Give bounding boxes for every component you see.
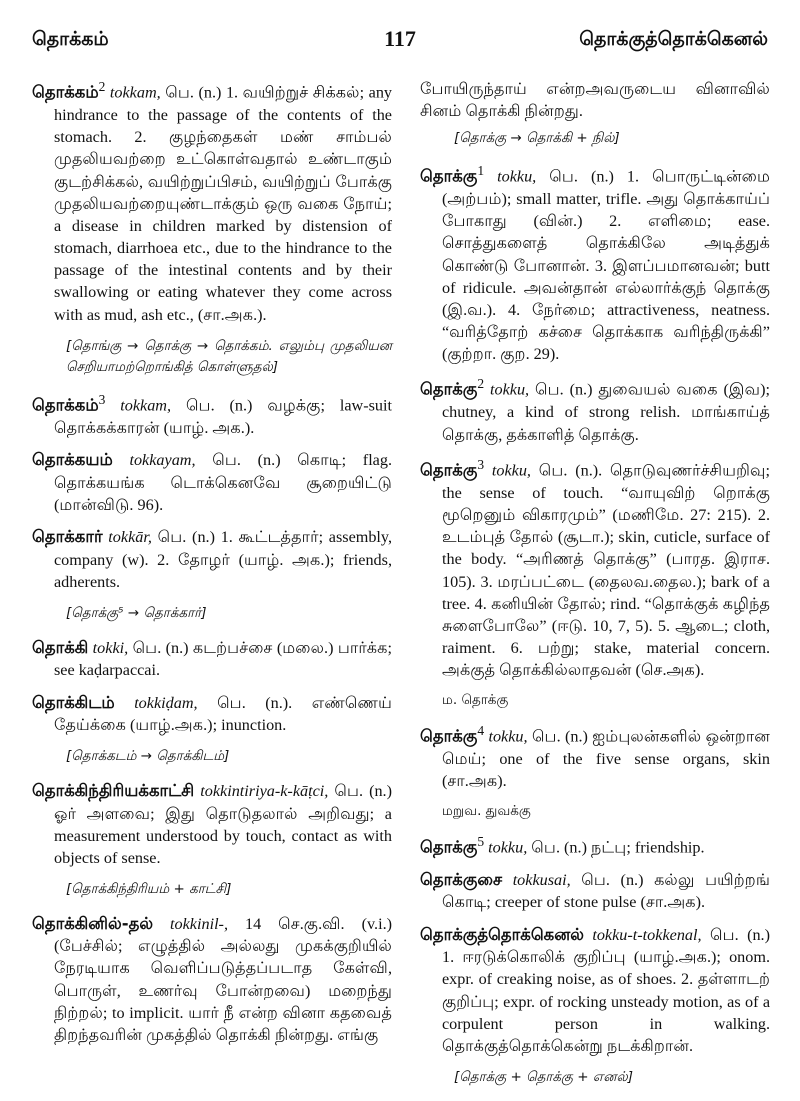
entry-transliteration: tokkam, — [109, 83, 161, 102]
left-column — [32, 78, 392, 1056]
entry-transliteration: tokku, — [491, 461, 531, 480]
entry-transliteration: tokkayam, — [129, 451, 196, 470]
dictionary-entry — [420, 456, 770, 682]
entry-headword: தொக்கயம் — [32, 450, 113, 470]
dictionary-entry — [32, 526, 392, 593]
entry-transliteration: tokkiḍam, — [134, 693, 198, 712]
entry-headword: தொக்குசை — [420, 869, 503, 889]
dictionary-entry — [420, 833, 770, 859]
dictionary-entry — [32, 391, 392, 439]
entry-definition: பெ. (n.). எண்ணெய் தேய்க்கை (யாழ்.அக.); inunction. — [54, 693, 392, 735]
entry-headword: தொக்கினில்-தல் — [32, 913, 154, 933]
entry-definition: 14 செ.கு.வி. (v.i.) (பேச்சில்; எழுத்தில் அல்லது முகக்குறியில் நேரடியாக வெளிப்படுத்தப்படாத கேள்வி, பொருள், உணர்வு போன்றவை) மறைந்து நிற்றல்; to implicit. யார் நீ என்ற வினா கதவைத் திறந்தவரின் முகத்தில் தொக்கி நின்றது. எங்கு — [54, 914, 393, 1044]
entry-definition: பெ. (n.) 1. வயிற்றுச் சிக்கல்; any hindrance to the passage of the contents of the stomach. 2. குழந்தைகள் மண் சாம்பல் முதலியவற்றை உட்கொள்வதால் உண்டாகும் குடற்சிக்கல், வயிற்றுப்பிசம், வயிற்றுப் போக்கு முதலியவற்றையுண்டாக்கும் ஒரு வகை நோய்; a disease in children marked by distension of stomach, diarrhoea etc., due to the hindrance to the passage of the intestinal contents and by their swallowing or eating whatever they come across with as mud, ash etc., (சா.அக.). — [54, 83, 393, 324]
etymology-note: [தொக்கு + தொக்கு + எனல்] — [454, 1069, 633, 1086]
dictionary-entry — [420, 375, 770, 445]
entry-headword: தொக்கு — [420, 460, 478, 480]
running-head-left: தொக்கம் — [32, 28, 109, 50]
entry-definition: பெ. (n.) கடற்பச்சை (மலை.) பார்க்க; see kaḍarpaccai. — [54, 638, 392, 680]
entry-homonym-number: 3 — [98, 392, 106, 408]
cognate-note: ம. தொக்கு — [442, 692, 509, 709]
dictionary-entry — [32, 78, 392, 326]
entry-homonym-number: 1 — [477, 162, 485, 178]
entry-definition: பெ. (n.) கொடி; flag. தொக்கயங்க டொக்கெனவே சூறையிட்டு (மான்விடு. 96). — [54, 451, 393, 514]
entry-transliteration: tokkār, — [108, 528, 152, 547]
continued-text: போயிருந்தாய் என்றஅவருடைய வினாவில் சினம் தொக்கி நின்றது. — [420, 80, 770, 121]
entry-definition: பெ. (n.) நட்பு; friendship. — [531, 838, 705, 857]
entry-headword: தொக்கு — [420, 726, 478, 746]
entry-transliteration: tokkintiriya-k-kāṭci, — [200, 781, 329, 800]
entry-definition: பெ. (n.) 1. பொருட்டின்மை (அற்பம்); small matter, trifle. அது தொக்காய்ப் போகாது (வின்.) 2. எளிமை; ease. சொத்துகளைத் தொக்கிலே அடித்துக் கொண்டு போனான். 3. இளப்பமானவன்; butt of ridicule. அவன்தான் எல்லார்க்குந் தொக்கு (இ.வ.). 4. நேர்மை; attractiveness, neatness. “வரித்தோற் கச்சை தொக்காக வரிந்திருக்கி” (குற்றா. குற. 29). — [442, 167, 771, 364]
cognate-note: மறுவ. துவக்கு — [442, 803, 531, 820]
etymology-note: [தொக்கடம் → தொக்கிடம்] — [66, 748, 230, 765]
entry-transliteration: tokkinil-, — [170, 914, 228, 933]
page-header — [32, 28, 768, 56]
entry-transliteration: tokku, — [488, 838, 528, 857]
dictionary-entry — [32, 637, 392, 682]
entry-transliteration: tokku, — [489, 380, 530, 399]
dictionary-entry — [32, 692, 392, 737]
etymology-note: [தொங்கு → தொக்கு → தொக்கம். எலும்பு முதலியன செறியாமற்றொங்கித் கொள்ளுதல்] — [66, 337, 392, 376]
entry-headword: தொக்கு — [420, 166, 478, 186]
entry-definition: பெ. (n.) துவையல் வகை (இவ); chutney, a kind of strong relish. மாங்காய்த் தொக்கு, தக்காளித் தொக்கு. — [442, 380, 770, 444]
entry-transliteration: tokku, — [488, 727, 528, 746]
entry-definition: பெ. (n.) ஓர் அளவை; இது தொடுதலால் அறிவது; a measurement understood by touch, contact as with objects of sense. — [54, 781, 392, 867]
entry-homonym-number: 3 — [477, 456, 485, 472]
dictionary-entry — [32, 449, 392, 516]
entry-headword: தொக்கு — [420, 379, 478, 399]
dictionary-entry — [420, 924, 770, 1058]
entry-headword: தொக்கம் — [32, 82, 99, 102]
entry-transliteration: tokku, — [497, 167, 537, 186]
dictionary-entry — [420, 869, 770, 914]
entry-homonym-number: 5 — [477, 833, 485, 849]
entry-headword: தொக்கு — [420, 837, 478, 857]
etymology-note: [தொக்கிந்திரியம் + காட்சி] — [66, 881, 232, 898]
entry-headword: தொக்கம் — [32, 395, 99, 415]
entry-headword: தொக்கி — [32, 637, 89, 657]
entry-definition: பெ. (n.) 1. கூட்டத்தார்; assembly, company (w). 2. தோழர் (யாழ். அக.); friends, adherents. — [54, 528, 393, 591]
entry-headword: தொக்கிந்திரியக்காட்சி — [32, 780, 195, 800]
entry-definition: பெ. (n.). தொடுவுணர்ச்சியறிவு; the sense of touch. “வாயுவிற் றொக்கு மூறெனும் விகாரமும்” (மணிமே. 27: 215). 2. உடம்புத் தோல் (சூடா.); skin, cuticle, surface of the body. “அரிணத் தொக்கு” (பாரத. இராச. 105). 3. மரப்பட்டை (தைலவ.தைல.); bark of a tree. 4. கனியின் தோல்; rind. “தொக்குக் கழிந்த சுளைபோலே” (ஈடு. 10, 7, 5). 5. ஆடை; cloth, raiment. 6. பற்று; stake, material concern. அக்குத் தொக்கில்லாதவன் (செ.அக). — [442, 461, 771, 680]
running-head-right: தொக்குத்தொக்கெனல் — [579, 28, 768, 50]
right-column — [420, 78, 770, 1101]
dictionary-entry — [420, 722, 770, 792]
entry-homonym-number: 2 — [98, 79, 106, 94]
entry-homonym-number: 2 — [477, 376, 485, 392]
entry-definition: பெ. (n.) கல்லு பயிற்றங் கொடி; creeper of stone pulse (சா.அக). — [442, 870, 771, 912]
entry-definition: பெ. (n.) 1. ஈரடுக்கொலிக் குறிப்பு (யாழ்.அக.); onom. expr. of creaking noise, as of shoes. 2. தள்ளாடற் குறிப்பு; expr. of rocking unsteady motion, as of a corpulent person in walking. தொக்குத்தொக்கென்று நடக்கிறான். — [442, 925, 770, 1055]
etymology-note: [தொக்கு → தொக்கி + நில்] — [454, 130, 620, 147]
entry-definition: பெ. (n.) ஐம்புலன்களில் ஒன்றான மெய்; one of the five sense organs, skin (சா.அக). — [442, 727, 771, 791]
entry-headword: தொக்குத்தொக்கெனல் — [420, 924, 584, 944]
entry-transliteration: tokku-t-tokkenal, — [592, 925, 702, 944]
entry-transliteration: tokkusai, — [512, 870, 571, 889]
page-number: 117 — [384, 26, 416, 51]
dictionary-entry — [32, 780, 392, 869]
dictionary-entry — [420, 162, 770, 365]
entry-transliteration: tokki, — [92, 638, 129, 657]
entry-transliteration: tokkam, — [120, 396, 172, 415]
entry-definition: பெ. (n.) வழக்கு; law-suit தொக்கக்காரன் (யாழ். அக.). — [54, 396, 393, 438]
entry-headword: தொக்கிடம் — [32, 692, 115, 712]
entry-headword: தொக்கார் — [32, 527, 103, 547]
etymology-note: [தொக்கு⁵ → தொக்கார்] — [66, 605, 207, 622]
dictionary-entry — [32, 913, 392, 1047]
entry-homonym-number: 4 — [477, 722, 485, 738]
